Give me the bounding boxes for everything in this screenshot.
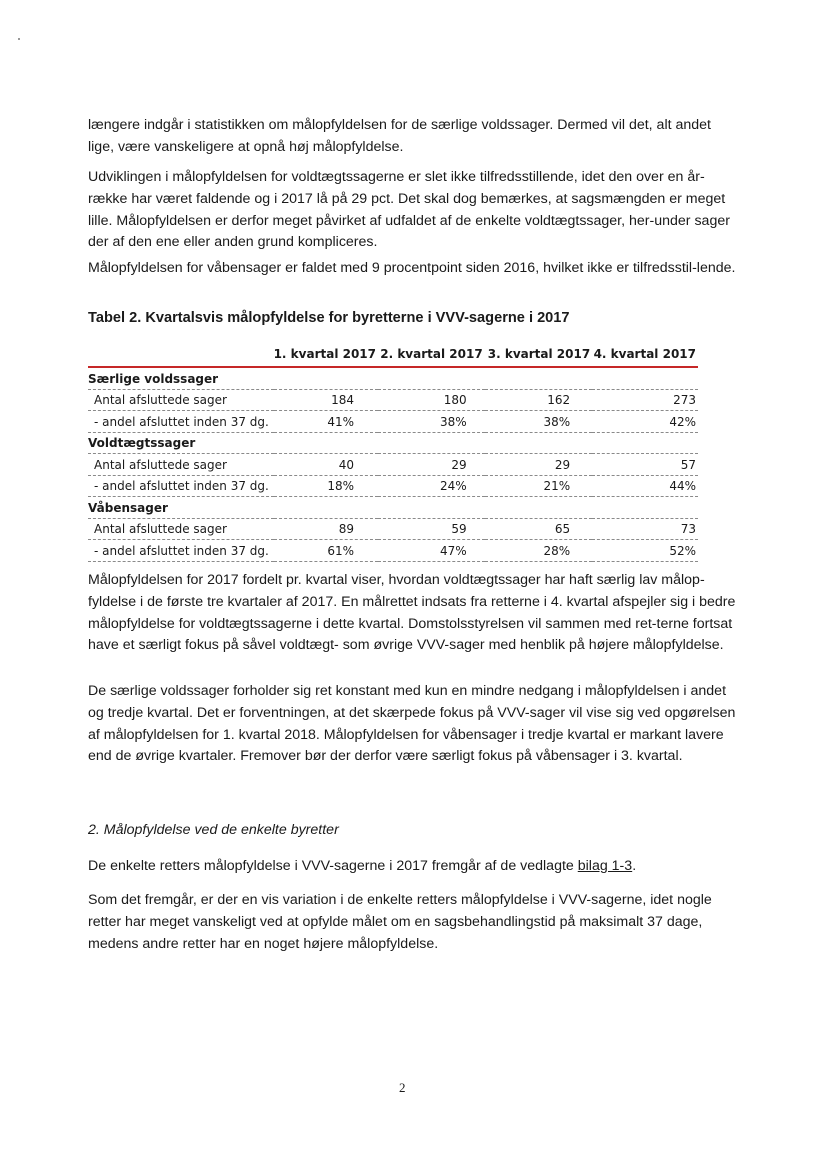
cell-q2: 180 bbox=[378, 389, 485, 411]
group-row bbox=[88, 497, 698, 519]
paragraph-weapon-cases: Målopfyldelsen for våbensager er faldet med 9 procentpoint siden 2016, hvilket ikke er tilfredsstil-lende. bbox=[88, 260, 736, 276]
appendix-link[interactable]: bilag 1-3 bbox=[577, 858, 633, 874]
row-label: Antal afsluttede sager bbox=[88, 389, 274, 411]
paragraph-intro: længere indgår i statistikken om målopfyldelsen for de særlige voldssager. Dermed vil det, alt andet lige, være vanskeligere at opnå høj målopfyldelse. bbox=[88, 117, 711, 155]
row-label: - andel afsluttet inden 37 dg. bbox=[88, 540, 274, 562]
table-row bbox=[88, 411, 698, 433]
scan-speck bbox=[18, 38, 20, 40]
group-title: Særlige voldssager bbox=[88, 367, 698, 389]
cell-q3: 38% bbox=[485, 411, 593, 433]
group-title: Våbensager bbox=[88, 497, 698, 519]
header-q1: 1. kvartal 2017 bbox=[274, 343, 378, 367]
table-row bbox=[88, 518, 698, 540]
section-heading: 2. Målopfyldelse ved de enkelte byretter bbox=[88, 822, 339, 838]
table-row bbox=[88, 475, 698, 497]
header-q2: 2. kvartal 2017 bbox=[378, 343, 485, 367]
group-row bbox=[88, 432, 698, 454]
table-row bbox=[88, 389, 698, 411]
cell-q4: 44% bbox=[592, 475, 698, 497]
paragraph-end: . bbox=[632, 858, 637, 874]
header-q4: 4. kvartal 2017 bbox=[592, 343, 698, 367]
paragraph-rape-cases: Udviklingen i målopfyldelsen for voldtægtssagerne er slet ikke tilfredsstillende, idet den over en år-række har været faldende og i 2017 lå på 29 pct. Det skal dog bemærkes, at sagsmængden er meget lille. Målopfyldelsen er derfor meget påvirket af udfaldet af de enkelte voldtægtssager, her-under sager der af den ene eller anden grund kompliceres. bbox=[88, 169, 730, 251]
cell-q3: 28% bbox=[485, 540, 593, 562]
paragraph-variation: Som det fremgår, er der en vis variation i de enkelte retters målopfyldelse i VVV-sagerne, idet nogle retter har meget vanskeligt ved at opfylde målet om en sagsbehandlingstid på maksimalt 37 dage, medens andre retter har en noget højere målopfyldelse. bbox=[88, 892, 712, 952]
cell-q4: 52% bbox=[592, 540, 698, 562]
cell-q1: 41% bbox=[274, 411, 378, 433]
header-q3: 3. kvartal 2017 bbox=[485, 343, 593, 367]
paragraph-court-results bbox=[88, 856, 738, 878]
cell-q2: 29 bbox=[378, 454, 485, 476]
paragraph-special-violence: De særlige voldssager forholder sig ret konstant med kun en mindre nedgang i målopfyldelsen i andet og tredje kvartal. Det er forventningen, at det skærpede fokus på VVV-sager vil vise sig ved opgørelsen af målopfyldelsen for 1. kvartal 2018. Målopfyldelsen for våbensager i tredje kvartal er markant lavere end de øvrige kvartaler. Fremover bør der derfor være særligt fokus på våbensager i 3. kvartal. bbox=[88, 683, 736, 765]
cell-q4: 273 bbox=[592, 389, 698, 411]
cell-q3: 162 bbox=[485, 389, 593, 411]
row-label: - andel afsluttet inden 37 dg. bbox=[88, 411, 274, 433]
row-label: Antal afsluttede sager bbox=[88, 518, 274, 540]
cell-q4: 57 bbox=[592, 454, 698, 476]
table-row bbox=[88, 540, 698, 562]
table-caption: Tabel 2. Kvartalsvis målopfyldelse for byretterne i VVV-sagerne i 2017 bbox=[88, 310, 570, 326]
cell-q2: 47% bbox=[378, 540, 485, 562]
cell-q4: 73 bbox=[592, 518, 698, 540]
cell-q1: 184 bbox=[274, 389, 378, 411]
group-row bbox=[88, 367, 698, 389]
page-number: 2 bbox=[399, 1080, 406, 1095]
cell-q2: 59 bbox=[378, 518, 485, 540]
cell-q1: 18% bbox=[274, 475, 378, 497]
paragraph-quarterly-analysis: Målopfyldelsen for 2017 fordelt pr. kvartal viser, hvordan voldtægtssager har haft særlig lav målop-fyldelse i de første tre kvartaler af 2017. En målrettet indsats fra retterne i 4. kvartal afspejler sig i bedre målopfyldelse for voldtægtssagerne i dette kvartal. Domstolsstyrelsen vil sammen med ret-terne fortsat have et særligt fokus på såvel voldtægt- som øvrige VVV-sager med henblik på højere målopfyldelse. bbox=[88, 572, 736, 654]
row-label: Antal afsluttede sager bbox=[88, 454, 274, 476]
cell-q3: 21% bbox=[485, 475, 593, 497]
cell-q2: 38% bbox=[378, 411, 485, 433]
header-blank bbox=[88, 343, 274, 367]
row-label: - andel afsluttet inden 37 dg. bbox=[88, 475, 274, 497]
paragraph-text: De enkelte retters målopfyldelse i VVV-sagerne i 2017 fremgår af de vedlagte bbox=[88, 858, 578, 874]
group-title: Voldtægtssager bbox=[88, 432, 698, 454]
cell-q3: 29 bbox=[485, 454, 593, 476]
quarterly-table bbox=[88, 343, 698, 562]
table-header-row bbox=[88, 343, 698, 367]
cell-q3: 65 bbox=[485, 518, 593, 540]
cell-q1: 89 bbox=[274, 518, 378, 540]
cell-q4: 42% bbox=[592, 411, 698, 433]
cell-q2: 24% bbox=[378, 475, 485, 497]
table-row bbox=[88, 454, 698, 476]
cell-q1: 40 bbox=[274, 454, 378, 476]
cell-q1: 61% bbox=[274, 540, 378, 562]
